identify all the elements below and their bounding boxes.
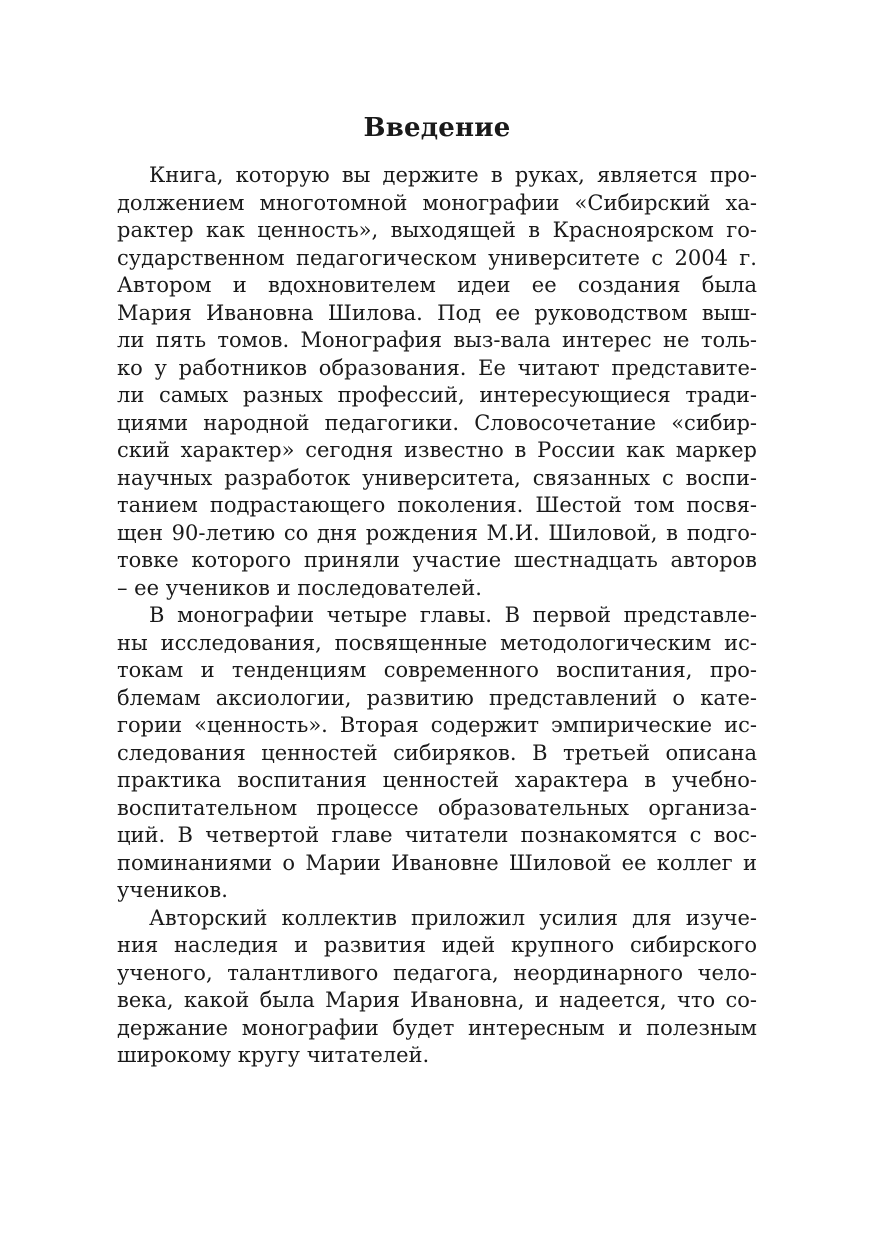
text-line: Авторский коллектив приложил усилия для изуче- [149, 905, 757, 930]
text-line: щен 90-летию со дня рождения М.И. Шиловой, в подго- [117, 520, 757, 545]
page-content [117, 108, 757, 1070]
text-line: следования ценностей сибиряков. В третьей описана [117, 740, 757, 765]
text-line: ния наследия и развития идей крупного сибирского [117, 933, 757, 957]
text-line: ли самых разных профессий, интересующиеся тради- [117, 383, 757, 407]
page-title: Введение [363, 113, 511, 143]
paragraph [117, 602, 757, 905]
text-line: танием подрастающего поколения. Шестой том посвя- [117, 493, 757, 517]
text-line: – ее учеников и последователей. [117, 575, 482, 600]
text-line: гории «ценность». Вторая содержит эмпирические ис- [117, 713, 757, 737]
text-line: широкому кругу читателей. [117, 1043, 430, 1067]
text-line: Книга, которую вы держите в руках, является про- [149, 163, 757, 187]
text-line: научных разработок университета, связанных с воспи- [117, 465, 757, 490]
text-line: ко у работников образования. Ее читают представите- [117, 355, 757, 380]
text-line: ций. В четвертой главе читатели познакомятся с вос- [117, 823, 757, 847]
text-line: В монографии четыре главы. В первой представле- [149, 603, 757, 627]
text-line: ли пять томов. Монография выз-вала интерес не толь- [117, 328, 757, 352]
paragraph [117, 162, 757, 602]
text-line: учеников. [117, 878, 228, 902]
text-line: ский характер» сегодня известно в России как маркер [117, 438, 757, 462]
text-line: практика воспитания ценностей характера в учебно- [117, 768, 757, 792]
text-line: держание монографии будет интересным и полезным [117, 1015, 757, 1040]
text-line: токам и тенденциям современного воспитания, про- [117, 658, 757, 682]
text-line: Автором и вдохновителем идеи ее создания была [117, 273, 757, 297]
body-text [117, 162, 757, 1070]
text-line: воспитательном процессе образовательных организа- [117, 795, 757, 820]
text-line: Мария Ивановна Шилова. Под ее руководством выш- [117, 300, 757, 325]
text-line: сударственном педагогическом университете с 2004 г. [117, 245, 757, 270]
text-line: поминаниями о Марии Ивановне Шиловой ее коллег и [117, 850, 757, 875]
text-line: должением многотомной монографии «Сибирский ха- [117, 190, 757, 215]
text-line: циями народной педагогики. Словосочетание «сибир- [117, 410, 757, 435]
text-line: рактер как ценность», выходящей в Красноярском го- [117, 218, 757, 242]
text-line: блемам аксиологии, развитию представлений о кате- [117, 685, 757, 710]
text-line: века, какой была Мария Ивановна, и надеется, что со- [117, 988, 757, 1012]
text-line: товке которого приняли участие шестнадцать авторов [117, 548, 757, 572]
text-line: ны исследования, посвященные методологическим ис- [117, 630, 757, 655]
text-line: ученого, талантливого педагога, неординарного чело- [117, 960, 757, 985]
paragraph [117, 905, 757, 1070]
